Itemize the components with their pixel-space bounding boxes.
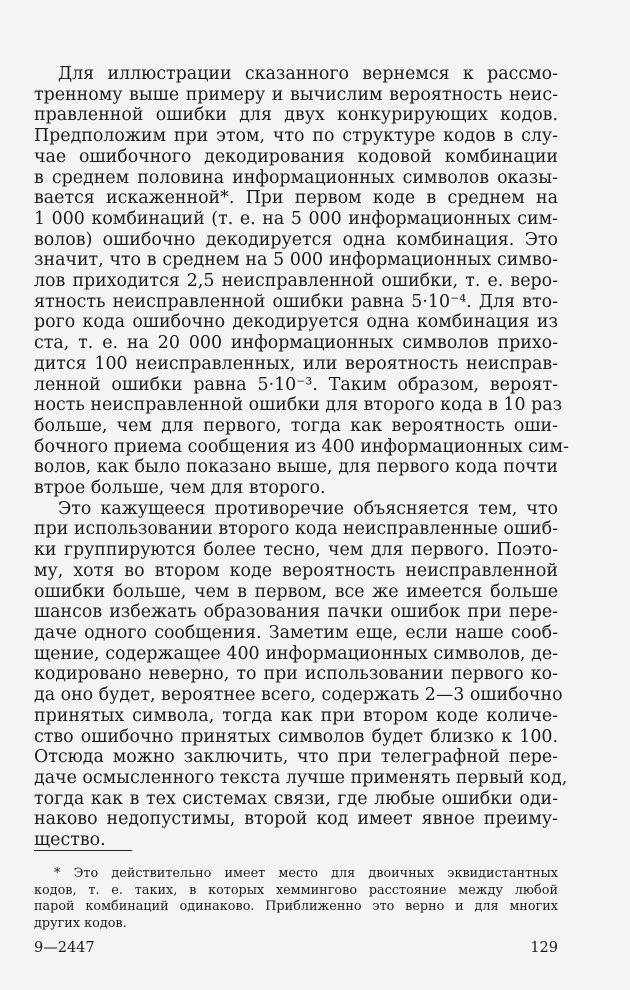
text-line: принятых символа, тогда как при втором коде количе- <box>34 705 558 726</box>
paragraph-2 <box>34 498 568 851</box>
text-line: шансов избежать образования пачки ошибок при пере- <box>34 602 558 623</box>
text-line: му, хотя во втором коде вероятность неисправленной <box>34 560 558 581</box>
page-number: 129 <box>530 940 558 956</box>
text-line: чае ошибочного декодирования кодовой комбинации <box>34 146 558 167</box>
text-line: тренному выше примеру и вычислим вероятность неис- <box>34 84 558 105</box>
text-line: волов) ошибочно декодируется одна комбинация. Это <box>34 229 558 250</box>
text-line: даче осмысленного текста лучше применять первый код, <box>34 767 568 788</box>
text-line: рого кода ошибочно декодируется одна комбинация из <box>34 312 558 333</box>
text-line: волов, как было показано выше, для первого кода почти <box>34 457 558 478</box>
text-line: ленной ошибки равна 5·10⁻³. Таким образом, вероят- <box>34 374 558 395</box>
text-line: наково недопустимы, второй код имеет явное преиму- <box>34 809 558 830</box>
text-line: значит, что в среднем на 5 000 информационных симво- <box>34 250 558 271</box>
text-line: парой комбинаций одинаково. Приближенно это верно и для многих <box>34 899 558 915</box>
text-line: * Это действительно имеет место для двоичных эквидистантных <box>54 866 558 881</box>
text-line: других кодов. <box>34 915 127 931</box>
text-line: Предположим при этом, что по структуре кодов в слу- <box>34 126 558 147</box>
text-line: тогда как в тех системах связи, где любые ошибки оди- <box>34 788 558 809</box>
text-line: при использовании второго кода неисправленные ошиб- <box>34 519 558 540</box>
text-line: Отсюда можно заключить, что при телеграфной пере- <box>34 747 558 768</box>
text-line: 1 000 комбинаций (т. е. на 5 000 информационных сим- <box>34 208 558 229</box>
text-line: ста, т. е. на 20 000 информационных символов прихо- <box>34 333 558 354</box>
text-line: вается искаженной*. При первом коде в среднем на <box>34 188 558 209</box>
signature-mark: 9—2447 <box>34 940 95 956</box>
text-line: Для иллюстрации сказанного вернемся к рассмо- <box>58 64 558 84</box>
text-line: больше, чем для первого, тогда как вероятность оши- <box>34 415 558 436</box>
text-line: ство ошибочно принятых символов будет близко к 100. <box>34 726 558 747</box>
text-line: Это кажущееся противоречие объясняется тем, что <box>58 498 558 519</box>
text-line: в среднем половина информационных символов оказы- <box>34 167 558 188</box>
text-line: втрое больше, чем для второго. <box>34 478 326 499</box>
text-line: ятность неисправленной ошибки равна 5·10⁻⁴. Для вто- <box>34 291 558 312</box>
main-text <box>34 64 569 851</box>
paragraph-1 <box>34 64 569 499</box>
text-line: ность неисправленной ошибки для второго кода в 10 раз <box>34 395 563 416</box>
text-line: кодировано неверно, то при использовании первого ко- <box>34 664 558 685</box>
text-line: ки группируются более тесно, чем для первого. Поэто- <box>34 540 558 561</box>
text-line: правленной ошибки для двух конкурирующих кодов. <box>34 105 558 126</box>
text-line: ошибки больше, чем в первом, все же имеется больше <box>34 581 558 602</box>
text-line: щение, содержащее 400 информационных символов, де- <box>34 643 558 664</box>
text-line: дится 100 неисправленных, или вероятность неисправ- <box>34 353 558 374</box>
text-line: бочного приема сообщения из 400 информационных сим- <box>34 436 569 457</box>
footnote-divider <box>34 850 132 851</box>
text-line: щество. <box>34 830 106 851</box>
text-line: лов приходится 2,5 неисправленной ошибки, т. е. веро- <box>34 271 558 292</box>
text-line: кодов, т. е. таких, в которых хеммингово расстояние между любой <box>34 882 558 898</box>
text-line: даче одного сообщения. Заметим еще, если наше сооб- <box>34 622 558 643</box>
footnote <box>34 866 558 932</box>
text-line: да оно будет, вероятнее всего, содержать 2—3 ошибочно <box>34 685 563 706</box>
